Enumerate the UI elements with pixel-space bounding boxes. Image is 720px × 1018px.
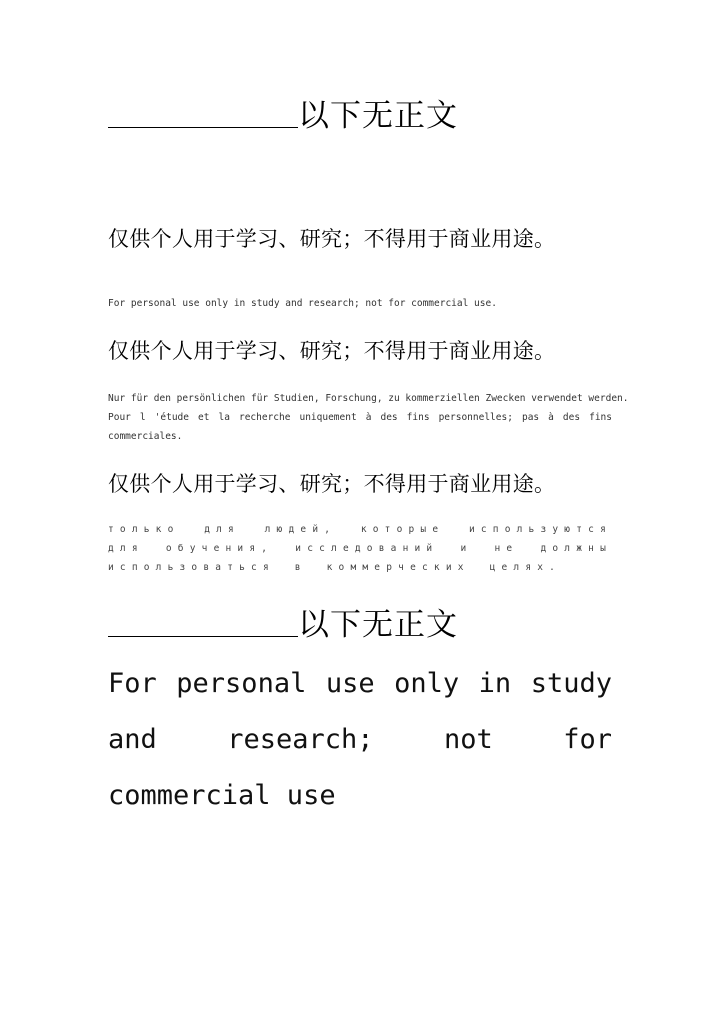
heading-bottom [108, 607, 612, 643]
chinese-notice-1: 仅供个人用于学习、研究；不得用于商业用途。 [108, 227, 556, 251]
chinese-notice-3: 仅供个人用于学习、研究；不得用于商业用途。 [108, 472, 556, 496]
heading-underline [108, 127, 298, 128]
chinese-notice-2: 仅供个人用于学习、研究；不得用于商业用途。 [108, 339, 556, 363]
heading-top-text: 以下无正文 [298, 98, 458, 134]
english-notice-large: For personal use only in study and research; not for commercial use [108, 668, 612, 811]
heading-bottom-text: 以下无正文 [298, 607, 458, 643]
french-notice: Pour l 'étude et la recherche uniquement à des fins personnelles; pas à des fins commerciales. [108, 412, 612, 442]
english-notice-small: For personal use only in study and research; not for commercial use. [108, 298, 497, 309]
russian-notice: только для людей, которые используются для обучения, исследований и не должны использоваться в коммерческих целях. [108, 524, 612, 573]
heading-underline [108, 636, 298, 637]
heading-top [108, 98, 612, 134]
german-notice: Nur für den persönlichen für Studien, Forschung, zu kommerziellen Zwecken verwendet werden. [108, 393, 629, 404]
